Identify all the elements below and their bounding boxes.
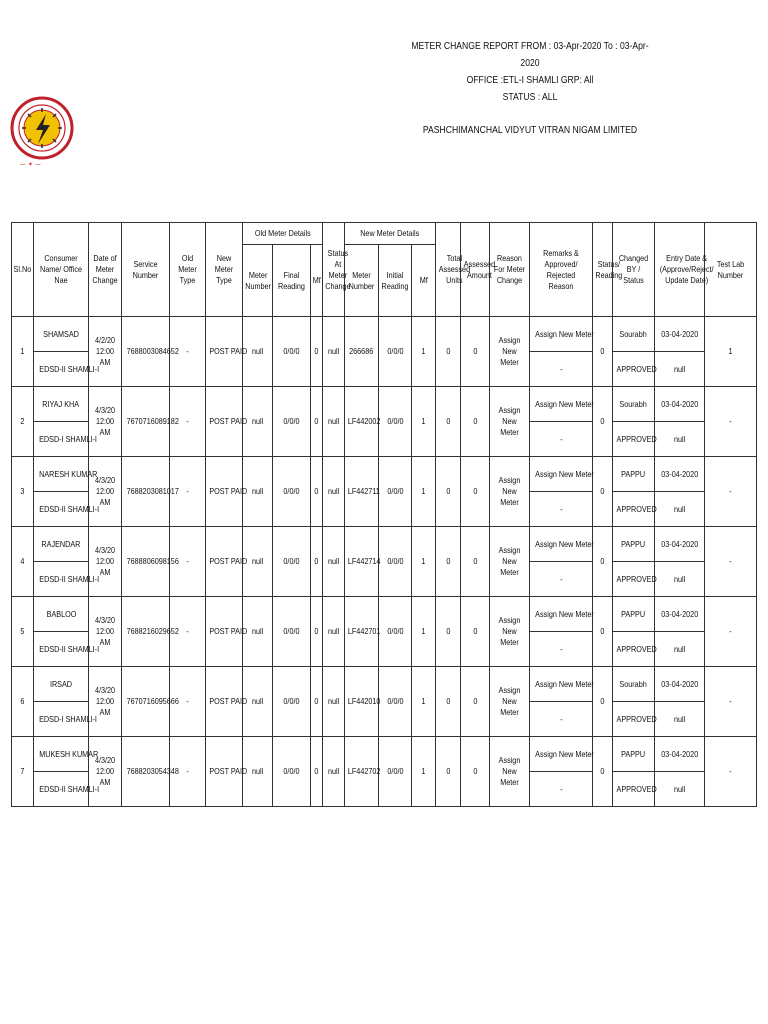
cell-office: EDSD-II SHAMLI-I xyxy=(34,492,89,527)
cell-initial-reading: 0/0/0 xyxy=(379,457,412,527)
col-new-details: New Meter Details xyxy=(345,223,436,245)
cell-remarks: Assign New Meter xyxy=(530,387,593,422)
cell-slno: 4 xyxy=(12,527,34,597)
cell-office: EDSD-I SHAMLI-I xyxy=(34,702,89,737)
cell-initial-reading: 0/0/0 xyxy=(379,667,412,737)
cell-old-mf: 0 xyxy=(311,667,323,737)
col-old-mf: Mf xyxy=(311,245,323,317)
cell-final-reading: 0/0/0 xyxy=(273,387,311,457)
cell-final-reading: 0/0/0 xyxy=(273,737,311,807)
cell-reason: Assign New Meter xyxy=(490,527,530,597)
cell-old-type: - xyxy=(170,457,206,527)
cell-reason: Assign New Meter xyxy=(490,457,530,527)
cell-consumer-name: RAJENDAR xyxy=(34,527,89,562)
col-old-details: Old Meter Details xyxy=(243,223,323,245)
cell-approval: APPROVED xyxy=(613,492,655,527)
cell-initial-reading: 0/0/0 xyxy=(379,737,412,807)
cell-office: EDSD-II SHAMLI-I xyxy=(34,772,89,807)
cell-remarks: Assign New Meter xyxy=(530,527,593,562)
col-slno: Sl.No xyxy=(12,223,34,317)
cell-changed-by: PAPPU xyxy=(613,457,655,492)
cell-total-units: 0 xyxy=(436,317,461,387)
cell-status-reading: 0 xyxy=(593,317,613,387)
header-row-1 xyxy=(12,223,757,245)
col-date: Date of Meter Change xyxy=(89,223,122,317)
cell-slno: 3 xyxy=(12,457,34,527)
cell-remarks-secondary: - xyxy=(530,772,593,807)
company-logo xyxy=(10,38,74,218)
cell-changed-by: PAPPU xyxy=(613,527,655,562)
cell-approval: APPROVED xyxy=(613,702,655,737)
cell-amount: 0 xyxy=(461,457,490,527)
cell-consumer-name: MUKESH KUMAR xyxy=(34,737,89,772)
cell-old-type: - xyxy=(170,387,206,457)
cell-status-change: null xyxy=(323,457,345,527)
cell-final-reading: 0/0/0 xyxy=(273,667,311,737)
cell-service: 7688203081017 xyxy=(122,457,170,527)
cell-reason: Assign New Meter xyxy=(490,737,530,807)
cell-slno: 6 xyxy=(12,667,34,737)
cell-old-mf: 0 xyxy=(311,317,323,387)
table-row xyxy=(12,737,757,772)
cell-new-type: POST PAID xyxy=(206,457,243,527)
col-initial-reading: Initial Reading xyxy=(379,245,412,317)
cell-old-mf: 0 xyxy=(311,387,323,457)
cell-total-units: 0 xyxy=(436,597,461,667)
cell-test-lab: - xyxy=(705,597,757,667)
cell-update-date: null xyxy=(655,702,705,737)
cell-new-meter: LF442702 xyxy=(345,737,379,807)
cell-new-meter: LF442010 xyxy=(345,667,379,737)
cell-entry-date: 03-04-2020 xyxy=(655,737,705,772)
cell-consumer-name: NARESH KUMAR xyxy=(34,457,89,492)
cell-changed-by: Sourabh xyxy=(613,667,655,702)
cell-update-date: null xyxy=(655,772,705,807)
cell-remarks: Assign New Meter xyxy=(530,597,593,632)
col-new-mf: Mf xyxy=(412,245,436,317)
cell-date: 4/3/20 12:00 AM xyxy=(89,667,122,737)
cell-status-change: null xyxy=(323,667,345,737)
cell-status-change: null xyxy=(323,387,345,457)
cell-new-mf: 1 xyxy=(412,317,436,387)
table-row xyxy=(12,317,757,352)
cell-reason: Assign New Meter xyxy=(490,667,530,737)
cell-new-mf: 1 xyxy=(412,387,436,457)
cell-old-mf: 0 xyxy=(311,457,323,527)
cell-slno: 1 xyxy=(12,317,34,387)
cell-reason: Assign New Meter xyxy=(490,317,530,387)
cell-service: 7688203054348 xyxy=(122,737,170,807)
cell-new-mf: 1 xyxy=(412,667,436,737)
cell-changed-by: Sourabh xyxy=(613,317,655,352)
cell-amount: 0 xyxy=(461,527,490,597)
cell-remarks-secondary: - xyxy=(530,632,593,667)
cell-new-meter: LF442714 xyxy=(345,527,379,597)
cell-entry-date: 03-04-2020 xyxy=(655,457,705,492)
cell-new-type: POST PAID xyxy=(206,317,243,387)
cell-office: EDSD-II SHAMLI-I xyxy=(34,632,89,667)
cell-initial-reading: 0/0/0 xyxy=(379,597,412,667)
col-reason: Reason For Meter Change xyxy=(490,223,530,317)
cell-old-type: - xyxy=(170,597,206,667)
cell-final-reading: 0/0/0 xyxy=(273,317,311,387)
col-status-reading: Status/ Reading xyxy=(593,223,613,317)
cell-remarks: Assign New Meter xyxy=(530,317,593,352)
cell-final-reading: 0/0/0 xyxy=(273,527,311,597)
cell-old-meter: null xyxy=(243,387,273,457)
cell-entry-date: 03-04-2020 xyxy=(655,387,705,422)
table-row xyxy=(12,387,757,422)
cell-date: 4/3/20 12:00 AM xyxy=(89,457,122,527)
col-amount: Assessed Amount xyxy=(461,223,490,317)
cell-office: EDSD-II SHAMLI-I xyxy=(34,352,89,387)
col-final-reading: Final Reading xyxy=(273,245,311,317)
svg-text:— ✶ —: — ✶ — xyxy=(20,161,41,168)
report-office: OFFICE :ETL-I SHAMLI GRP: All xyxy=(466,74,594,86)
col-old-type: Old Meter Type xyxy=(170,223,206,317)
cell-new-type: POST PAID xyxy=(206,527,243,597)
cell-entry-date: 03-04-2020 xyxy=(655,597,705,632)
cell-old-mf: 0 xyxy=(311,597,323,667)
cell-consumer-name: BABLOO xyxy=(34,597,89,632)
cell-old-mf: 0 xyxy=(311,737,323,807)
table-row xyxy=(12,597,757,632)
cell-slno: 5 xyxy=(12,597,34,667)
cell-old-mf: 0 xyxy=(311,527,323,597)
cell-service: 7688216029652 xyxy=(122,597,170,667)
cell-status-reading: 0 xyxy=(593,527,613,597)
cell-old-meter: null xyxy=(243,527,273,597)
cell-old-meter: null xyxy=(243,597,273,667)
report-heading xyxy=(407,38,653,139)
cell-new-mf: 1 xyxy=(412,457,436,527)
cell-entry-date: 03-04-2020 xyxy=(655,317,705,352)
cell-old-type: - xyxy=(170,317,206,387)
cell-remarks: Assign New Meter xyxy=(530,667,593,702)
cell-test-lab: - xyxy=(705,737,757,807)
cell-test-lab: - xyxy=(705,387,757,457)
cell-test-lab: 1 xyxy=(705,317,757,387)
cell-total-units: 0 xyxy=(436,457,461,527)
organization-name: PASHCHIMANCHAL VIDYUT VITRAN NIGAM LIMITED xyxy=(422,124,638,136)
cell-status-reading: 0 xyxy=(593,667,613,737)
cell-old-type: - xyxy=(170,527,206,597)
cell-remarks-secondary: - xyxy=(530,562,593,597)
cell-new-meter: LF442711 xyxy=(345,457,379,527)
col-test-lab: Test Lab Number xyxy=(705,223,757,317)
col-consumer: Consumer Name/ Office Nae xyxy=(34,223,89,317)
cell-amount: 0 xyxy=(461,737,490,807)
cell-new-type: POST PAID xyxy=(206,597,243,667)
cell-consumer-name: SHAMSAD xyxy=(34,317,89,352)
cell-update-date: null xyxy=(655,632,705,667)
cell-status-reading: 0 xyxy=(593,597,613,667)
cell-new-meter: LF442701 xyxy=(345,597,379,667)
col-new-type: New Meter Type xyxy=(206,223,243,317)
col-total-units: Total Assessed Units xyxy=(436,223,461,317)
cell-test-lab: - xyxy=(705,667,757,737)
cell-entry-date: 03-04-2020 xyxy=(655,527,705,562)
cell-amount: 0 xyxy=(461,387,490,457)
cell-approval: APPROVED xyxy=(613,632,655,667)
cell-date: 4/3/20 12:00 AM xyxy=(89,737,122,807)
cell-entry-date: 03-04-2020 xyxy=(655,667,705,702)
cell-remarks-secondary: - xyxy=(530,702,593,737)
cell-new-mf: 1 xyxy=(412,597,436,667)
cell-remarks: Assign New Meter xyxy=(530,737,593,772)
col-new-meter-number: Meter Number xyxy=(345,245,379,317)
cell-new-mf: 1 xyxy=(412,527,436,597)
table-row xyxy=(12,457,757,492)
cell-approval: APPROVED xyxy=(613,352,655,387)
col-remarks: Remarks & Approved/ Rejected Reason xyxy=(530,223,593,317)
cell-final-reading: 0/0/0 xyxy=(273,597,311,667)
cell-changed-by: PAPPU xyxy=(613,737,655,772)
cell-new-type: POST PAID xyxy=(206,737,243,807)
report-title: METER CHANGE REPORT FROM : 03-Apr-2020 To : 03-Apr-2020 xyxy=(411,40,649,69)
cell-status-change: null xyxy=(323,527,345,597)
pvvnl-emblem-icon xyxy=(10,38,74,218)
cell-total-units: 0 xyxy=(436,527,461,597)
cell-total-units: 0 xyxy=(436,737,461,807)
cell-old-meter: null xyxy=(243,317,273,387)
cell-remarks-secondary: - xyxy=(530,422,593,457)
cell-update-date: null xyxy=(655,352,705,387)
table-row xyxy=(12,527,757,562)
report-status: STATUS : ALL xyxy=(502,91,558,103)
cell-changed-by: PAPPU xyxy=(613,597,655,632)
cell-old-meter: null xyxy=(243,737,273,807)
cell-date: 4/3/20 12:00 AM xyxy=(89,597,122,667)
cell-amount: 0 xyxy=(461,597,490,667)
meter-change-table xyxy=(11,222,757,807)
cell-consumer-name: RIYAJ KHA xyxy=(34,387,89,422)
cell-update-date: null xyxy=(655,562,705,597)
cell-status-reading: 0 xyxy=(593,387,613,457)
cell-old-type: - xyxy=(170,667,206,737)
cell-new-type: POST PAID xyxy=(206,387,243,457)
cell-service: 7670716095666 xyxy=(122,667,170,737)
cell-date: 4/3/20 12:00 AM xyxy=(89,387,122,457)
cell-new-meter: LF442002 xyxy=(345,387,379,457)
cell-office: EDSD-I SHAMLI-I xyxy=(34,422,89,457)
cell-status-reading: 0 xyxy=(593,457,613,527)
cell-update-date: null xyxy=(655,492,705,527)
cell-update-date: null xyxy=(655,422,705,457)
col-entry-date: Entry Date & (Approve/Reject/ Update Date) xyxy=(655,223,705,317)
cell-slno: 2 xyxy=(12,387,34,457)
cell-office: EDSD-II SHAMLI-I xyxy=(34,562,89,597)
cell-changed-by: Sourabh xyxy=(613,387,655,422)
cell-approval: APPROVED xyxy=(613,422,655,457)
cell-new-mf: 1 xyxy=(412,737,436,807)
cell-status-change: null xyxy=(323,597,345,667)
cell-test-lab: - xyxy=(705,527,757,597)
cell-amount: 0 xyxy=(461,317,490,387)
cell-old-meter: null xyxy=(243,457,273,527)
cell-reason: Assign New Meter xyxy=(490,387,530,457)
col-status-change: Status At Meter Change xyxy=(323,223,345,317)
col-old-meter-number: Meter Number xyxy=(243,245,273,317)
cell-new-type: POST PAID xyxy=(206,667,243,737)
col-changed-by: Changed BY / Status xyxy=(613,223,655,317)
cell-service: 7688003084652 xyxy=(122,317,170,387)
cell-service: 7670716089182 xyxy=(122,387,170,457)
cell-old-meter: null xyxy=(243,667,273,737)
col-service: Service Number xyxy=(122,223,170,317)
cell-new-meter: 266686 xyxy=(345,317,379,387)
cell-old-type: - xyxy=(170,737,206,807)
cell-initial-reading: 0/0/0 xyxy=(379,527,412,597)
cell-total-units: 0 xyxy=(436,667,461,737)
cell-status-reading: 0 xyxy=(593,737,613,807)
cell-remarks-secondary: - xyxy=(530,352,593,387)
cell-date: 4/2/20 12:00 AM xyxy=(89,317,122,387)
cell-slno: 7 xyxy=(12,737,34,807)
cell-service: 7688806098156 xyxy=(122,527,170,597)
cell-consumer-name: IRSAD xyxy=(34,667,89,702)
cell-status-change: null xyxy=(323,737,345,807)
cell-remarks: Assign New Meter xyxy=(530,457,593,492)
table-row xyxy=(12,667,757,702)
cell-total-units: 0 xyxy=(436,387,461,457)
cell-status-change: null xyxy=(323,317,345,387)
cell-reason: Assign New Meter xyxy=(490,597,530,667)
cell-remarks-secondary: - xyxy=(530,492,593,527)
cell-final-reading: 0/0/0 xyxy=(273,457,311,527)
cell-date: 4/3/20 12:00 AM xyxy=(89,527,122,597)
cell-test-lab: - xyxy=(705,457,757,527)
cell-amount: 0 xyxy=(461,667,490,737)
cell-approval: APPROVED xyxy=(613,562,655,597)
cell-initial-reading: 0/0/0 xyxy=(379,317,412,387)
cell-approval: APPROVED xyxy=(613,772,655,807)
cell-initial-reading: 0/0/0 xyxy=(379,387,412,457)
